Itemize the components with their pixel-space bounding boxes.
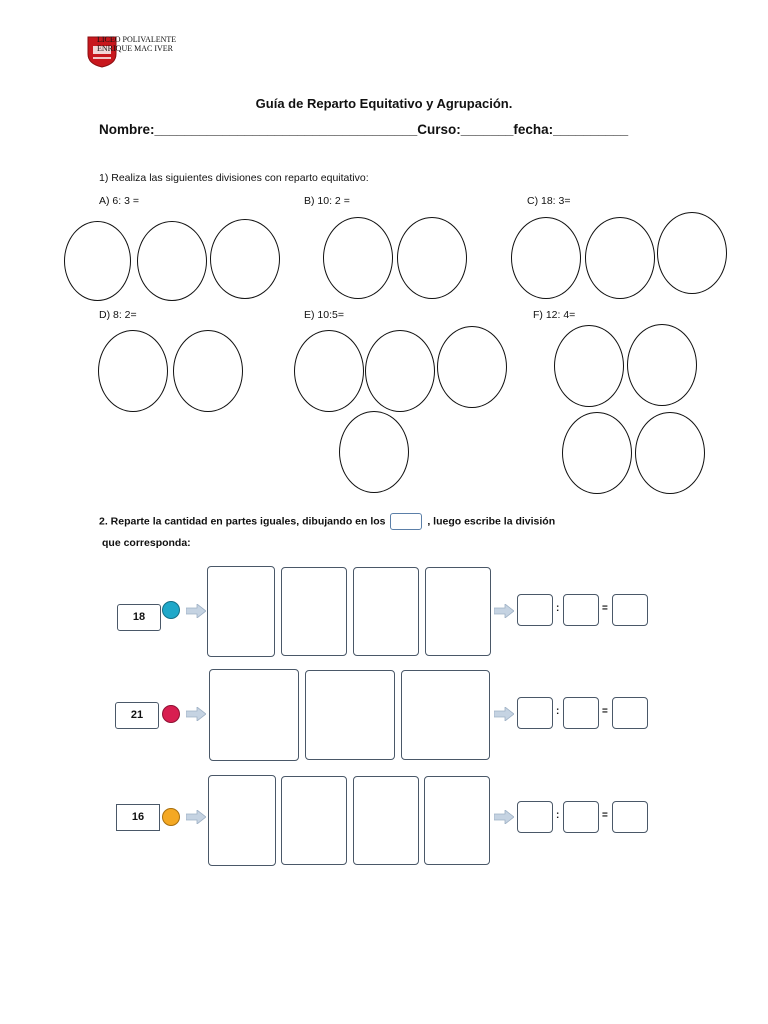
share-box[interactable]: [208, 775, 276, 866]
problem-e-group-circle[interactable]: [339, 411, 409, 493]
problem-e-group-circle[interactable]: [294, 330, 364, 412]
equals-sign: =: [602, 810, 608, 821]
problem-f-label: F) 12: 4=: [533, 309, 576, 321]
division-sign: :: [556, 706, 560, 717]
dividend-answer-box[interactable]: [517, 697, 553, 729]
quantity-box: 21: [115, 702, 159, 729]
arrow-right-icon: [186, 707, 206, 721]
arrow-right-icon: [186, 810, 206, 824]
orange-dot-icon: [162, 808, 180, 826]
division-sign: :: [556, 810, 560, 821]
dividend-answer-box[interactable]: [517, 594, 553, 626]
divisor-answer-box[interactable]: [563, 594, 599, 626]
quotient-answer-box[interactable]: [612, 697, 648, 729]
problem-d-group-circle[interactable]: [173, 330, 243, 412]
section1-instruction: 1) Realiza las siguientes divisiones con reparto equitativo:: [99, 172, 369, 184]
section2-instruction: [99, 513, 555, 530]
equals-sign: =: [602, 603, 608, 614]
share-box[interactable]: [281, 567, 347, 656]
problem-f-group-circle[interactable]: [635, 412, 705, 494]
school-name: [97, 35, 176, 53]
problem-b-group-circle[interactable]: [323, 217, 393, 299]
division-sign: :: [556, 603, 560, 614]
quantity-box: 18: [117, 604, 161, 631]
problem-c-label: C) 18: 3=: [527, 195, 571, 207]
student-header-fields: Nombre:___________________________________Curso:_______fecha:__________: [99, 122, 629, 137]
problem-a-label: A) 6: 3 =: [99, 195, 139, 207]
arrow-right-icon: [494, 810, 514, 824]
worksheet-title: Guía de Reparto Equitativo y Agrupación.: [255, 96, 513, 111]
problem-c-group-circle[interactable]: [657, 212, 727, 294]
quotient-answer-box[interactable]: [612, 594, 648, 626]
arrow-right-icon: [494, 707, 514, 721]
quotient-answer-box[interactable]: [612, 801, 648, 833]
problem-c-group-circle[interactable]: [511, 217, 581, 299]
share-box[interactable]: [281, 776, 347, 865]
red-dot-icon: [162, 705, 180, 723]
problem-d-label: D) 8: 2=: [99, 309, 137, 321]
share-box[interactable]: [424, 776, 490, 865]
share-box[interactable]: [401, 670, 490, 760]
share-box[interactable]: [305, 670, 395, 760]
school-name-line2: ENRIQUE MAC IVER: [97, 44, 173, 53]
problem-e-group-circle[interactable]: [365, 330, 435, 412]
section2-instruction-part2: , luego escribe la división: [427, 515, 556, 528]
share-box[interactable]: [353, 567, 419, 656]
cyan-dot-icon: [162, 601, 180, 619]
problem-f-group-circle[interactable]: [562, 412, 632, 494]
problem-c-group-circle[interactable]: [585, 217, 655, 299]
arrow-right-icon: [186, 604, 206, 618]
school-name-line1: LICEO POLIVALENTE: [97, 35, 177, 44]
dividend-answer-box[interactable]: [517, 801, 553, 833]
share-box[interactable]: [207, 566, 275, 657]
problem-f-group-circle[interactable]: [554, 325, 624, 407]
section2-instruction-part1: 2. Reparte la cantidad en partes iguales, dibujando en los: [99, 515, 386, 528]
quantity-box: 16: [116, 804, 160, 831]
example-box-icon: [390, 513, 422, 530]
problem-a-group-circle[interactable]: [210, 219, 280, 299]
problem-e-label: E) 10:5=: [304, 309, 344, 321]
problem-d-group-circle[interactable]: [98, 330, 168, 412]
problem-a-group-circle[interactable]: [137, 221, 207, 301]
divisor-answer-box[interactable]: [563, 801, 599, 833]
divisor-answer-box[interactable]: [563, 697, 599, 729]
share-box[interactable]: [353, 776, 419, 865]
share-box[interactable]: [425, 567, 491, 656]
equals-sign: =: [602, 706, 608, 717]
problem-f-group-circle[interactable]: [627, 324, 697, 406]
arrow-right-icon: [494, 604, 514, 618]
problem-e-group-circle[interactable]: [437, 326, 507, 408]
share-box[interactable]: [209, 669, 299, 761]
section2-instruction-line2: que corresponda:: [102, 537, 191, 549]
problem-b-group-circle[interactable]: [397, 217, 467, 299]
problem-a-group-circle[interactable]: [64, 221, 131, 301]
problem-b-label: B) 10: 2 =: [304, 195, 350, 207]
